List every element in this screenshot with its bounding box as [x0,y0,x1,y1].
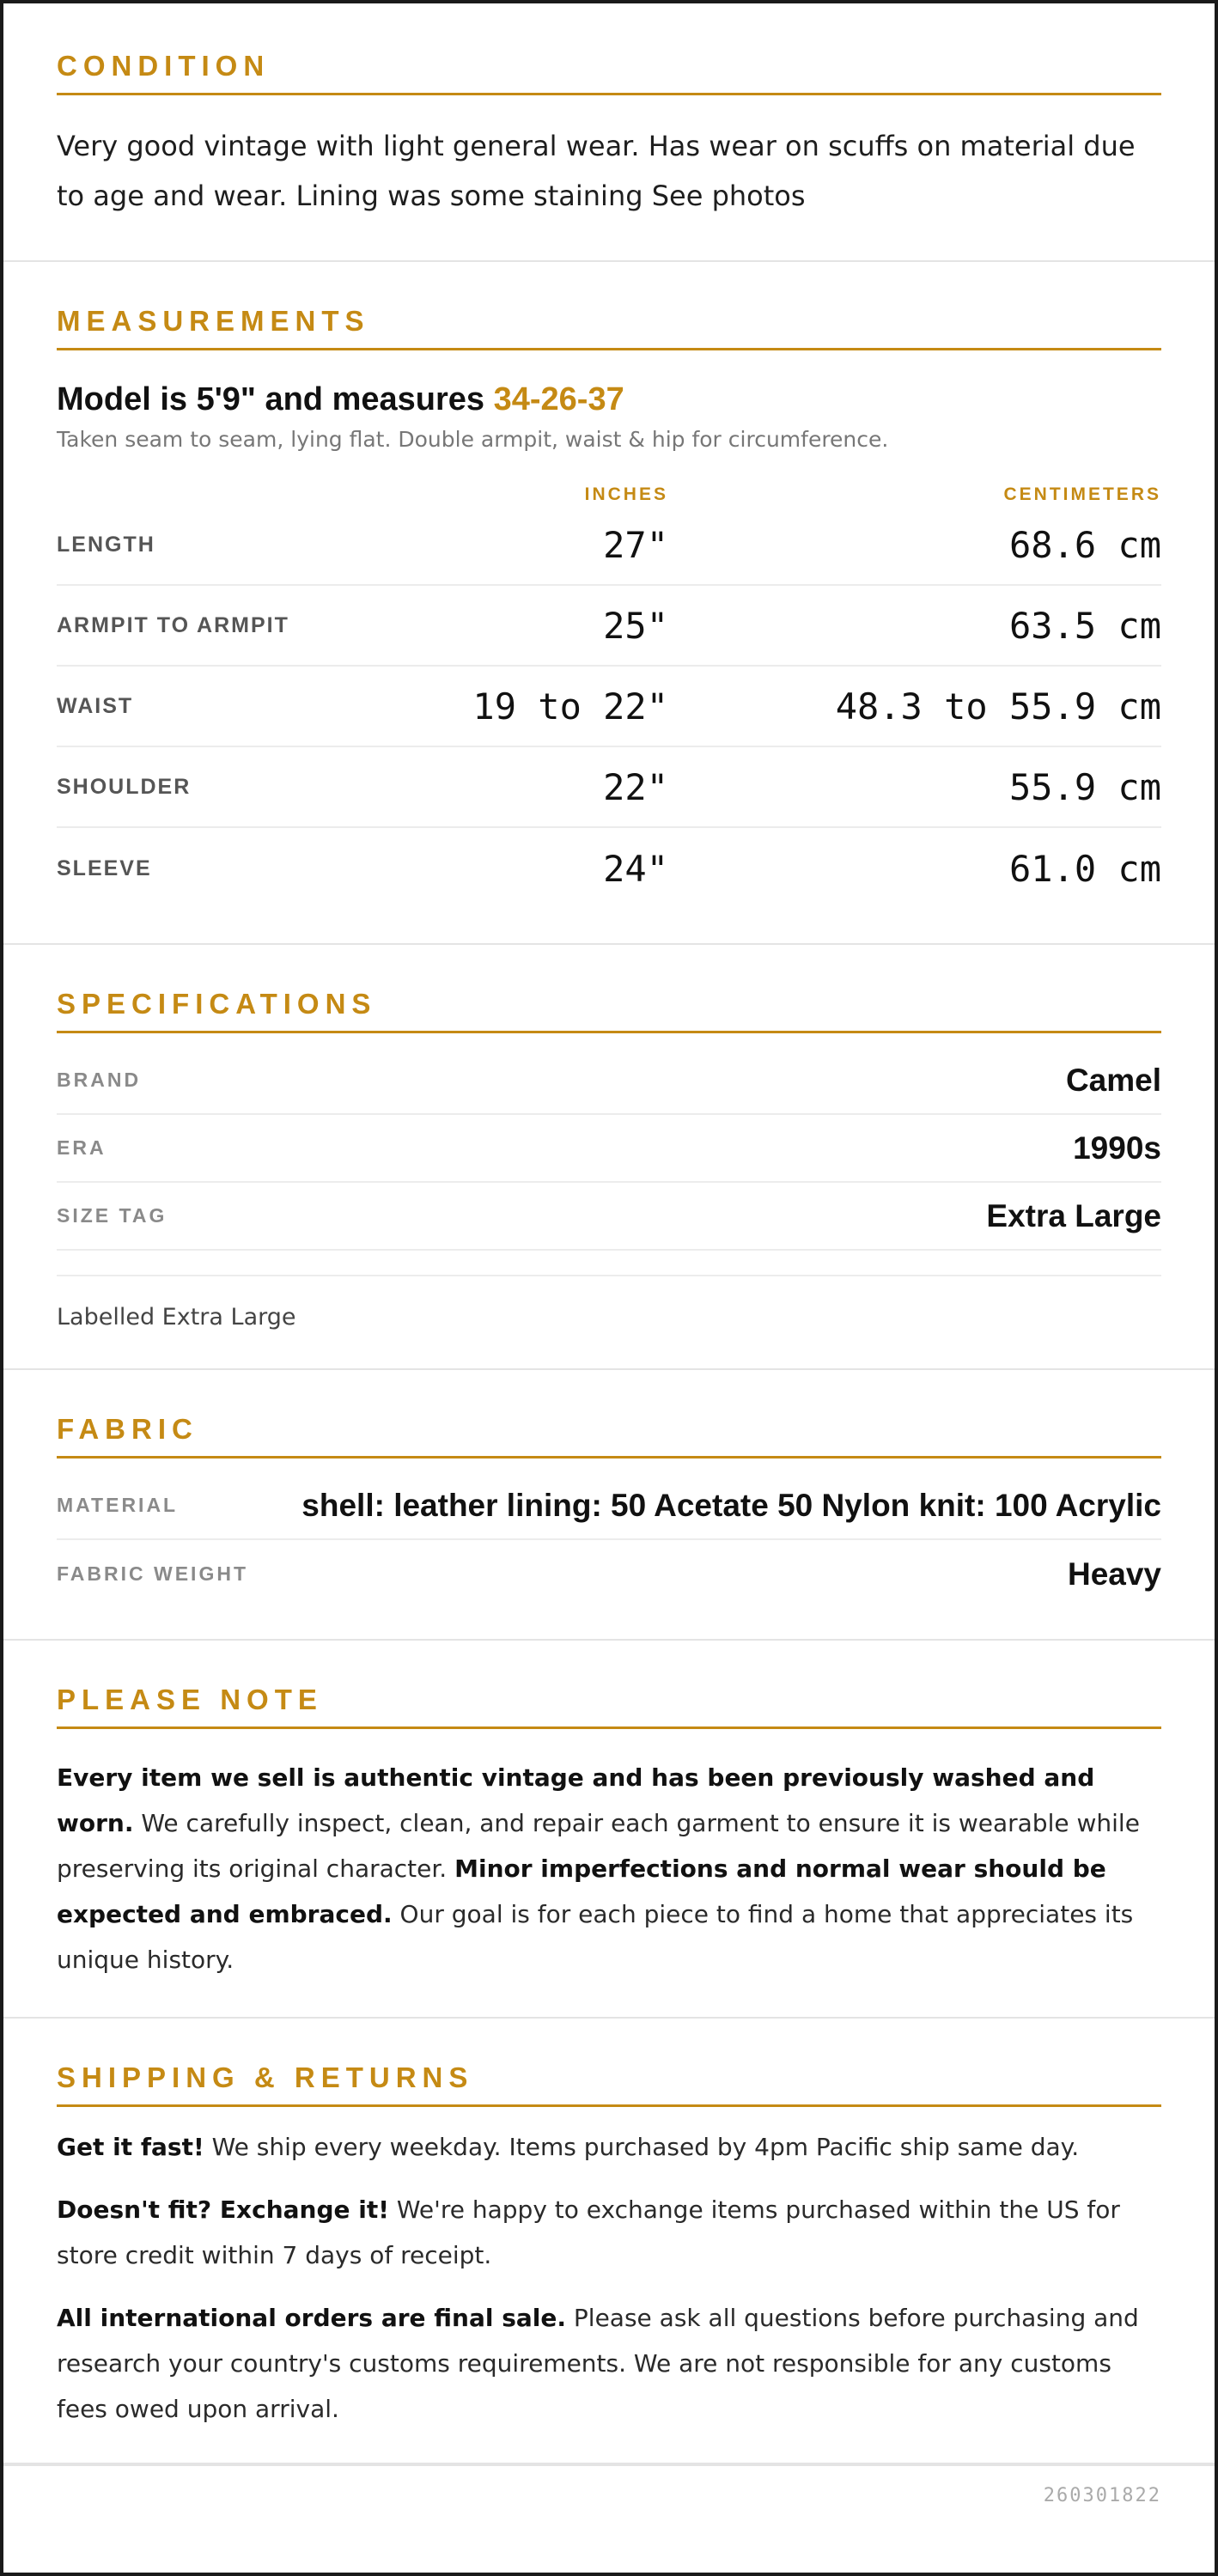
measurement-row-sleeve [57,828,1161,909]
note-text-1: We carefully inspect, clean, and repair each garment to ensure it is wearable while preserving its original character. [57,1809,1140,1883]
fabric-section [3,1370,1215,1641]
measurement-label: SLEEVE [57,856,152,880]
specifications-section [3,945,1215,1370]
measurement-cm: 55.9 cm [1008,765,1161,808]
spec-row-brand [57,1047,1161,1115]
fabric-row-weight [57,1540,1161,1608]
shipping-fast-body: We ship every weekday. Items purchased by 4pm Pacific ship same day. [204,2133,1080,2161]
centimeters-column-header: CENTIMETERS [1003,484,1161,504]
measurements-heading: MEASUREMENTS [57,305,1161,350]
footer [3,2464,1215,2506]
measurements-section [3,262,1215,945]
fabric-list [57,1472,1161,1608]
spec-value: Extra Large [986,1197,1161,1233]
shipping-section [3,2019,1215,2464]
international-text [57,2295,1161,2432]
model-info [57,381,1161,418]
please-note-section [3,1641,1215,2019]
measurement-inches: 22" [603,765,668,808]
spec-label: FABRIC WEIGHT [57,1562,248,1585]
spec-row-era [57,1115,1161,1183]
size-tag-note: Labelled Extra Large [57,1304,296,1331]
shipping-fast-text [57,2124,1161,2170]
measurement-row-armpit [57,586,1161,667]
measurement-label: SHOULDER [57,774,192,799]
measurement-label: ARMPIT TO ARMPIT [57,612,289,637]
fabric-row-material [57,1472,1161,1540]
model-info-prefix: Model is 5'9" and measures [57,381,494,417]
divider [57,1251,1161,1276]
note-bold-1: Every item we sell is authentic vintage and has been previously washed and worn. [57,1763,1095,1837]
sku-number: 260301822 [1043,2485,1161,2506]
specifications-heading: SPECIFICATIONS [57,988,1161,1033]
specifications-list [57,1047,1161,1276]
measurement-table [57,505,1161,909]
exchange-body: We're happy to exchange items purchased within the US for store credit within 7 days of receipt. [57,2195,1120,2269]
spec-label: MATERIAL [57,1494,179,1516]
measurement-label: WAIST [57,693,134,718]
please-note-heading: PLEASE NOTE [57,1684,1161,1729]
fabric-heading: FABRIC [57,1413,1161,1459]
exchange-bold: Doesn't fit? Exchange it! [57,2195,389,2224]
measurement-cm: 48.3 to 55.9 cm [835,685,1161,728]
spec-label: BRAND [57,1069,142,1091]
note-bold-2: Minor imperfections and normal wear should be expected and embraced. [57,1854,1106,1928]
spec-value: shell: leather lining: 50 Acetate 50 Nylon knit: 100 Acrylic [301,1487,1161,1523]
international-bold: All international orders are final sale. [57,2304,567,2332]
spec-label: SIZE TAG [57,1204,167,1227]
measurement-inches: 19 to 22" [472,685,668,728]
measurement-instructions: Taken seam to seam, lying flat. Double armpit, waist & hip for circumference. [57,427,889,452]
measurement-cm: 68.6 cm [1008,523,1161,566]
condition-text: Very good vintage with light general wear. Has wear on scuffs on material due to age and wear. Lining was some staining See photos [57,130,1136,212]
measurement-row-waist [57,667,1161,747]
measurement-inches: 24" [603,847,668,890]
condition-heading: CONDITION [57,50,1161,95]
shipping-fast-bold: Get it fast! [57,2133,204,2161]
shipping-heading: SHIPPING & RETURNS [57,2061,1161,2107]
measurement-cm: 63.5 cm [1008,604,1161,647]
exchange-text [57,2187,1161,2278]
measurement-label: LENGTH [57,532,155,557]
model-measurements: 34-26-37 [493,381,624,417]
measurement-inches: 25" [603,604,668,647]
condition-section [3,3,1215,262]
spec-value: Camel [1065,1062,1161,1098]
international-body: Please ask all questions before purchasing and research your country's customs requirements. We are not responsible for any customs fees owed upon arrival. [57,2304,1139,2423]
measurement-column-headers [57,484,1161,505]
measurement-row-length [57,505,1161,586]
measurement-cm: 61.0 cm [1008,847,1161,890]
measurement-row-shoulder [57,747,1161,828]
spec-row-size-tag [57,1183,1161,1251]
measurement-inches: 27" [603,523,668,566]
spec-value: Heavy [1067,1556,1161,1592]
please-note-text [57,1755,1161,1982]
inches-column-header: INCHES [584,484,668,504]
spec-value: 1990s [1073,1130,1161,1166]
note-text-2: Our goal is for each piece to find a home that appreciates its unique history. [57,1900,1134,1974]
spec-label: ERA [57,1136,107,1159]
